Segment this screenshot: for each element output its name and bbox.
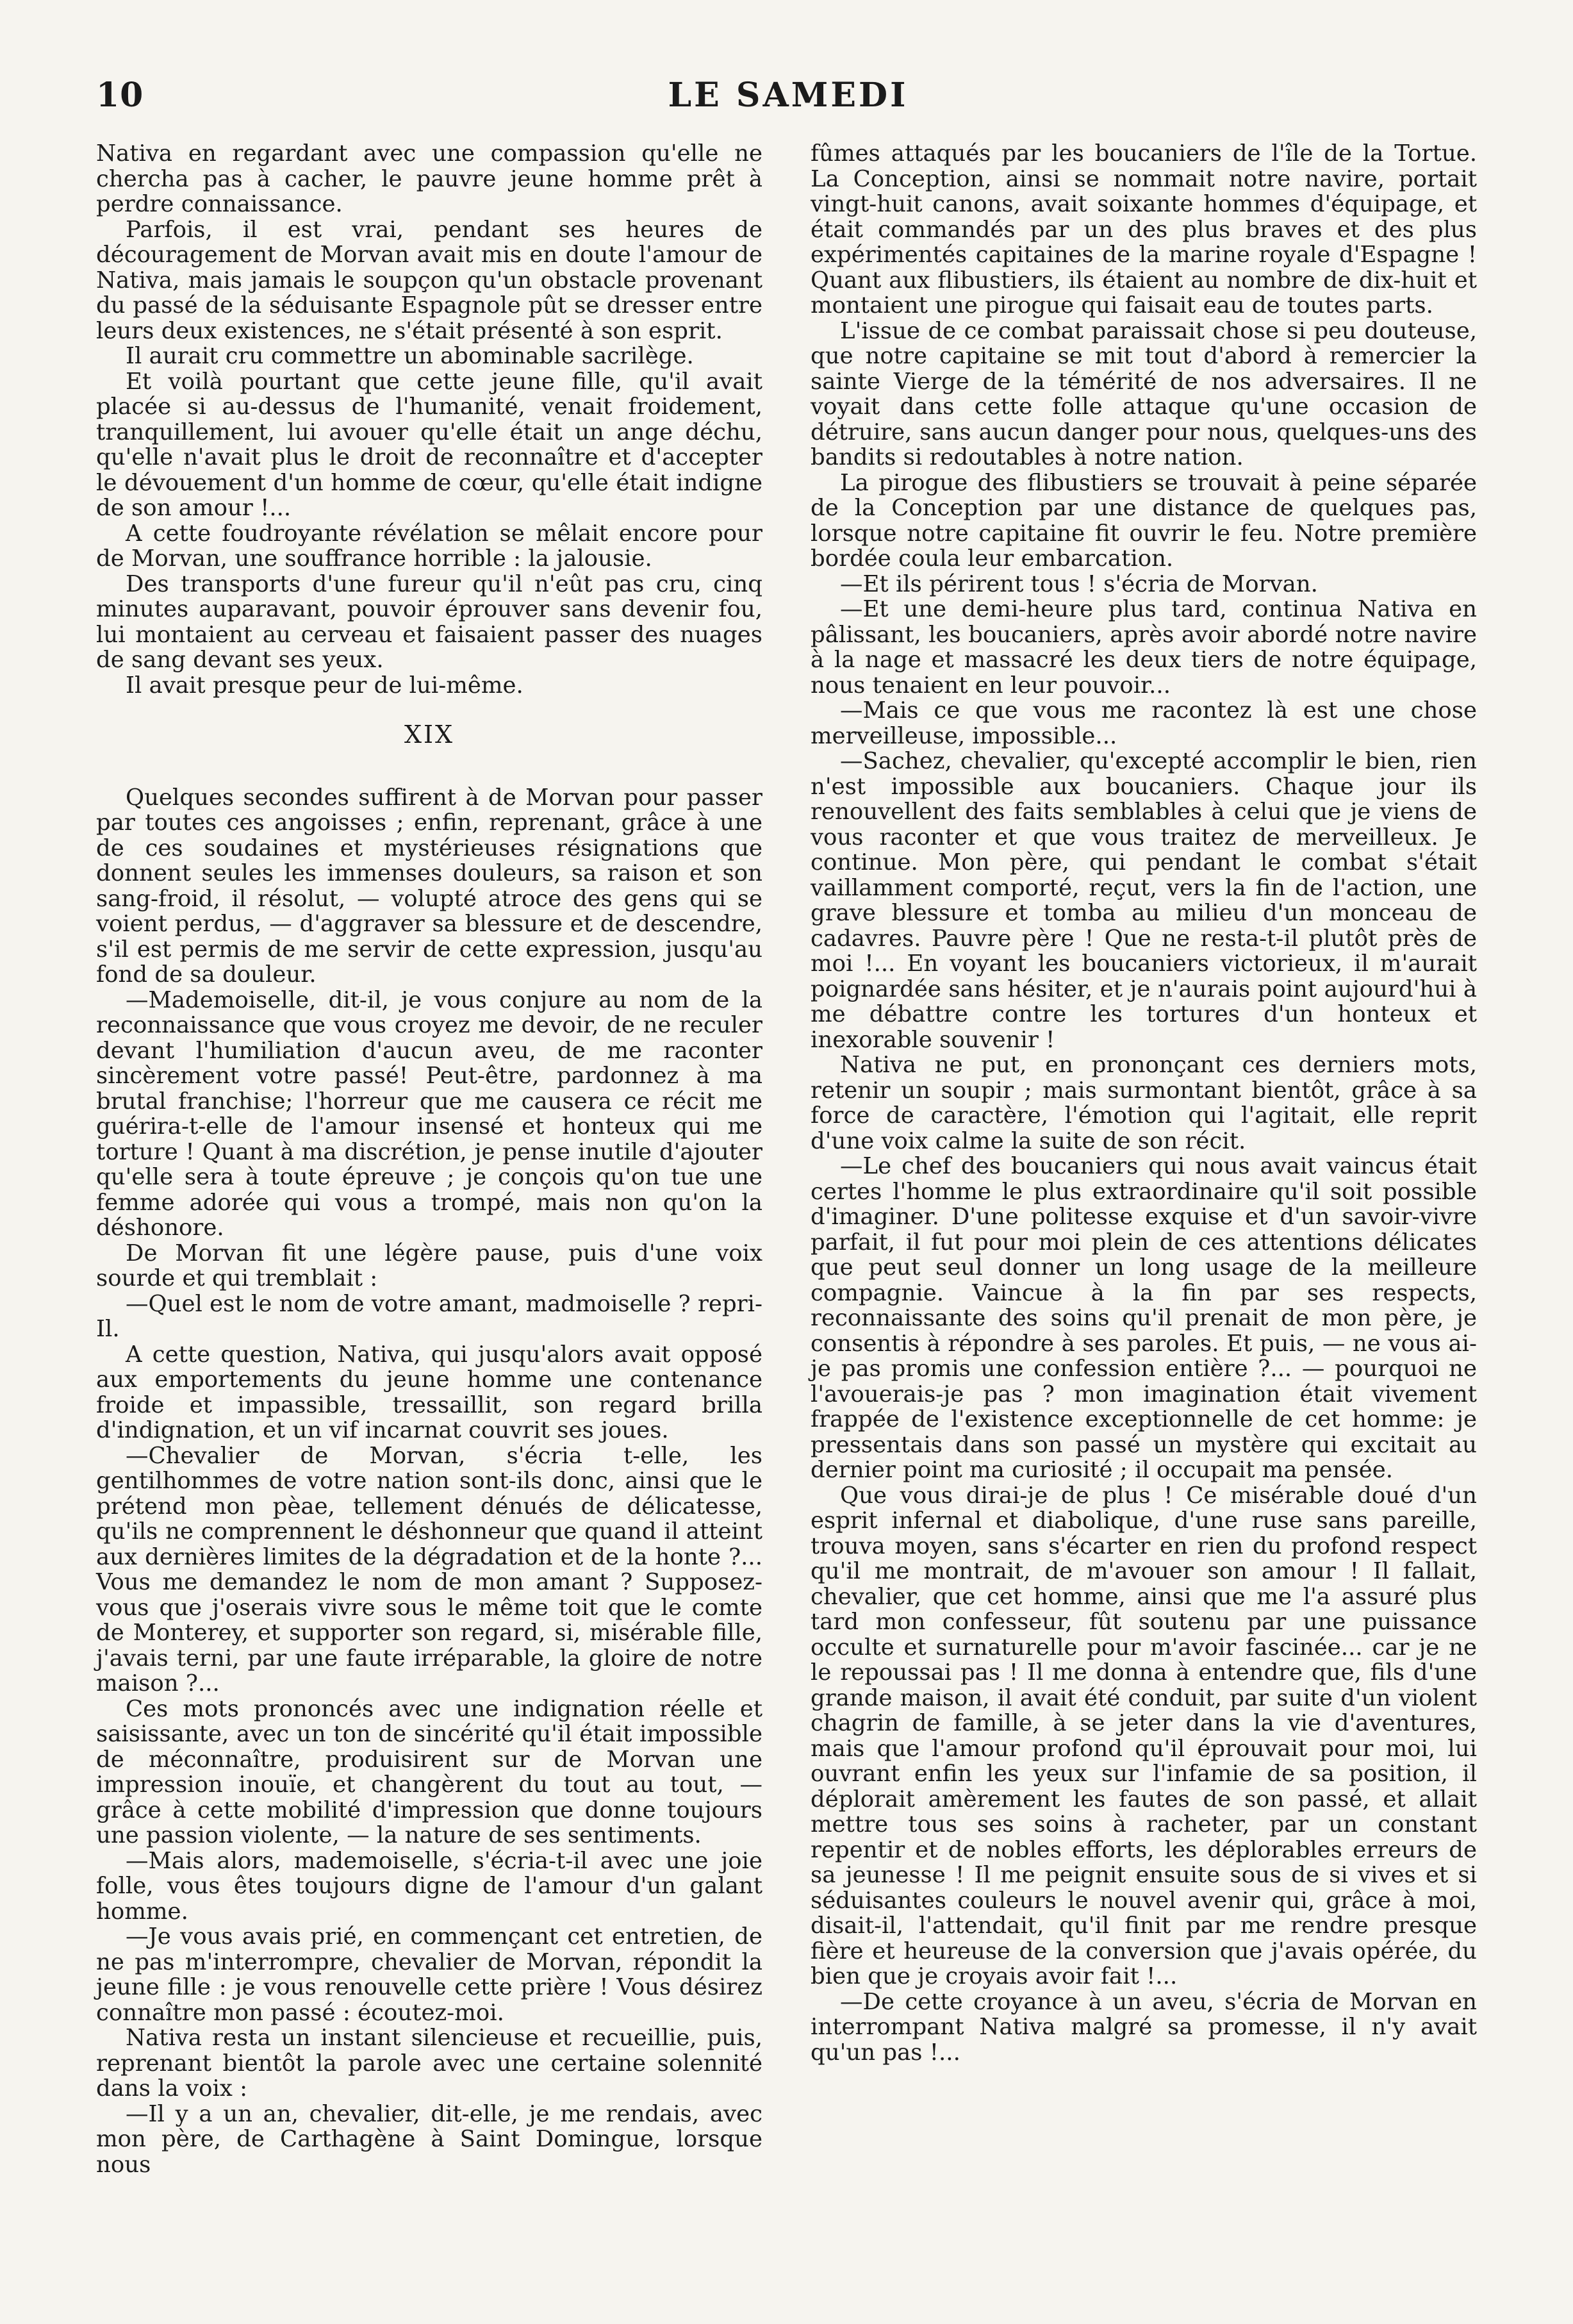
page-number: 10 [96,76,144,115]
paragraph: —Mademoiselle, dit-il, je vous conjure au nom de la reconnaissance que vous croyez me devoir, de ne reculer devant l'humiliation d'aucun aveu, de me raconter sincèrement votre passé! Peut-être, pardonnez à ma brutal franchise; l'horreur que me causera ce récit me guérira-t-elle de l'amour insensé et honteux qui me torture ! Quant à ma discrétion, je pense inutile d'ajouter qu'elle sera à toute épreuve ; je conçois qu'on tue une femme adorée qui vous a trompé, mais non qu'on la déshonore. [96,986,762,1241]
paragraph: Que vous dirai-je de plus ! Ce misérable doué d'un esprit infernal et diabolique, d'une ruse sans pareille, trouva moyen, sans s'écarter en rien du profond respect qu'il me montrait, de m'avouer son amour ! Il fallait, chevalier, que cet homme, ainsi que me l'a assuré plus tard mon confesseur, fût soutenu par une puissance occulte et surnaturelle pour m'avoir fascinée... car je ne le repoussai pas ! Il me donna à entendre que, fils d'une grande maison, il avait été conduit, par suite d'un violent chagrin de famille, à se jeter dans la vie d'aventures, mais que l'amour profond qu'il éprouvait pour moi, lui ouvrant enfin les yeux sur l'infamie de sa position, il déplorait amèrement les fautes de son passé, et allait mettre tous ses soins à racheter, par un constant repentir et de nobles efforts, les déplorables erreurs de sa jeunesse ! Il me peignit ensuite sous de si vives et si séduisantes couleurs le nouvel avenir qui, grâce à moi, disait-il, l'attendait, qu'il finit par me rendre presque fière et heureuse de la conversion que j'avais opérée, du bien que je croyais avoir fait !... [811,1482,1477,1989]
paragraph: —Mais ce que vous me racontez là est une chose merveilleuse, impossible... [811,697,1477,749]
paragraph: —Et ils périrent tous ! s'écria de Morvan. [840,570,1318,597]
running-title: LE SAMEDI [668,76,909,115]
paragraph: A cette question, Nativa, qui jusqu'alors avait opposé aux emportements du jeune homme une contenance froide et impassible, tressaillit, son regard brilla d'indignation, et un vif incarnat couvrit ses joues. [96,1341,762,1443]
paragraph: Il aurait cru commettre un abominable sacrilège. [126,343,694,369]
paragraph: Nativa ne put, en prononçant ces derniers mots, retenir un soupir ; mais surmontant bientôt, grâce à sa force de caractère, l'émotion qui l'agitait, elle reprit d'une voix calme la suite de son récit. [811,1052,1477,1154]
paragraph: —Mais alors, mademoiselle, s'écria-t-il avec une joie folle, vous êtes toujours digne de l'amour d'un galant homme. [96,1847,762,1925]
paragraph: —Chevalier de Morvan, s'écria t-elle, les gentilhommes de votre nation sont-ils donc, ainsi que le prétend mon pèae, tellement dénués de délicatesse, qu'ils ne comprennent le déshonneur que quand il atteint aux dernières limites de la dégradation et de la honte ?... Vous me demandez le nom de mon amant ? Supposez-vous que j'oserais vivre sous le même toit que le comte de Monterey, et supporter son regard, si, misérable fille, j'avais terni, par une faute irréparable, la gloire de notre maison ?... [96,1442,762,1697]
paragraph: —Je vous avais prié, en commençant cet entretien, de ne pas m'interrompre, chevalier de Morvan, répondit la jeune fille : je vous renouvelle cette prière ! Vous désirez connaître mon passé : écoutez-moi. [96,1923,762,2026]
paragraph: De Morvan fit une légère pause, puis d'une voix sourde et qui tremblait : [96,1240,762,1291]
paragraph: —De cette croyance à un aveu, s'écria de Morvan en interrompant Nativa malgré sa promesse, il n'y avait qu'un pas !... [811,1988,1477,2066]
paragraph: Ces mots prononcés avec une indignation réelle et saisissante, avec un ton de sincérité qu'il était impossible de méconnaître, produisirent sur de Morvan une impression inouïe, et changèrent du tout au tout, — grâce à cette mobilité d'impression que donne toujours une passion violente, — la nature de ses sentiments. [96,1695,762,1848]
paragraph: —Le chef des boucaniers qui nous avait vaincus était certes l'homme le plus extraordinaire qu'il soit possible d'imaginer. D'une politesse exquise et d'un savoir-vivre parfait, il fut pour moi plein de ces attentions délicates que peut seul donner un long usage de la meilleure compagnie. Vaincue à la fin par ses respects, reconnaissante des soins qu'il prenait de mon père, je consentis à répondre à ses paroles. Et puis, — ne vous ai-je pas promis une confession entière ?... — pourquoi ne l'avouerais-je pas ? mon imagination était vivement frappée de l'existence exceptionnelle de cet homme: je pressentais dans son passé un mystère qui excitait au dernier point ma curiosité ; il occupait ma pensée. [811,1153,1477,1483]
paragraph: A cette foudroyante révélation se mêlait encore pour de Morvan, une souffrance horrible : la jalousie. [96,520,762,572]
paragraph: Quelques secondes suffirent à de Morvan pour passer par toutes ces angoisses ; enfin, reprenant, grâce à une de ces soudaines et mystérieuses résignations que donnent seules les immenses douleurs, sa raison et son sang-froid, il résolut, — volupté atroce des gens qui se voient perdus, — d'aggraver sa blessure et de descendre, s'il est permis de me servir de cette expression, jusqu'au fond de sa douleur. [96,784,762,988]
left-column [96,141,762,2177]
paragraph: —Il y a un an, chevalier, dit-elle, je me rendais, avec mon père, de Carthagène à Saint Domingue, lorsque nous [96,2100,762,2178]
paragraph: fûmes attaqués par les boucaniers de l'île de la Tortue. La Conception, ainsi se nommait notre navire, portait vingt-huit canons, avait soixante hommes d'équipage, et était commandés par un des plus braves et des plus expérimentés capitaines de la marine royale d'Espagne ! Quant aux flibustiers, ils étaient au nombre de dix-huit et montaient une pirogue qui faisait eau de toutes parts. [811,140,1477,319]
right-column [811,141,1477,2065]
paragraph: —Et une demi-heure plus tard, continua Nativa en pâlissant, les boucaniers, après avoir abordé notre navire à la nage et massacré les deux tiers de notre équipage, nous tenaient en leur pouvoir... [811,596,1477,699]
paragraph: L'issue de ce combat paraissait chose si peu douteuse, que notre capitaine se mit tout d'abord à remercier la sainte Vierge de la témérité de nos adversaires. Il ne voyait dans cette folle attaque qu'une occasion de détruire, sans aucun danger pour nous, quelques-uns des bandits si redoutables à notre nation. [811,317,1477,470]
paragraph: Parfois, il est vrai, pendant ses heures de découragement de Morvan avait mis en doute l'amour de Nativa, mais jamais le soupçon qu'un obstacle provenant du passé de la séduisante Espagnole pût se dresser entre leurs deux existences, ne s'était présenté à son esprit. [96,216,762,344]
paragraph: —Sachez, chevalier, qu'excepté accomplir le bien, rien n'est impossible aux boucaniers. Chaque jour ils renouvellent des faits semblables à celui que je viens de vous raconter et que vous traitez de merveilleux. Je continue. Mon père, qui pendant le combat s'était vaillamment comporté, reçut, vers la fin de l'action, une grave blessure et tomba au milieu d'un monceau de cadavres. Pauvre père ! Que ne resta-t-il plutôt près de moi !... En voyant les boucaniers victorieux, il m'aurait poignardée sans hésiter, et je n'aurais point aujourd'hui à me débattre contre les tortures d'un honteux et inexorable souvenir ! [811,748,1477,1053]
paragraph: Il avait presque peur de lui-même. [126,672,523,699]
paragraph: Nativa resta un instant silencieuse et recueillie, puis, reprenant bientôt la parole avec une certaine solennité dans la voix : [96,2025,762,2102]
paragraph: —Quel est le nom de votre amant, madmoiselle ? repri-Il. [96,1290,762,1342]
chapter-heading: XIX [404,720,455,749]
paragraph: La pirogue des flibustiers se trouvait à peine séparée de la Conception par une distance de quelques pas, lorsque notre capitaine fit ouvrir le feu. Notre première bordée coula leur embarcation. [811,469,1477,572]
paragraph: Et voilà pourtant que cette jeune fille, qu'il avait placée si au-dessus de l'humanité, venait froidement, tranquillement, lui avouer qu'elle était un ange déchu, qu'elle n'avait plus le droit de reconnaître et d'accepter le dévouement d'un homme de cœur, qu'elle était indigne de son amour !... [96,368,762,521]
paragraph: Nativa en regardant avec une compassion qu'elle ne chercha pas à cacher, le pauvre jeune homme prêt à perdre connaissance. [96,140,762,217]
paragraph: Des transports d'une fureur qu'il n'eût pas cru, cinq minutes auparavant, pouvoir éprouver sans devenir fou, lui montaient au cerveau et faisaient passer des nuages de sang devant ses yeux. [96,570,762,673]
page-header [96,76,1480,133]
